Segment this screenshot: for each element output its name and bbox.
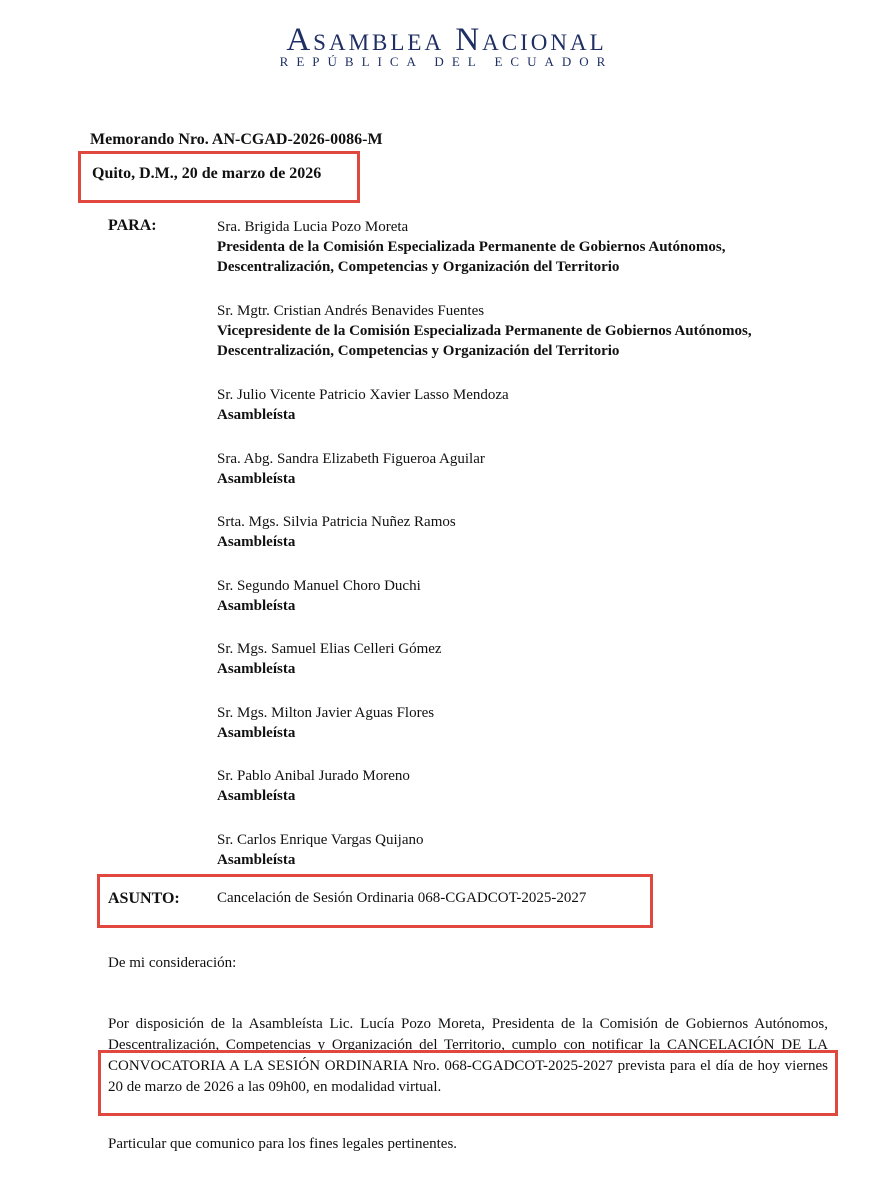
org-logo-subtitle: REPÚBLICA DEL ECUADOR bbox=[279, 54, 614, 69]
highlight-box-date bbox=[78, 151, 360, 203]
recipient-name: Sra. Abg. Sandra Elizabeth Figueroa Aguilar bbox=[217, 450, 485, 467]
recipient-role: Vicepresidente de la Comisión Especializada Permanente de Gobiernos Autónomos, Descentralización, Competencias y Organización del Territorio bbox=[217, 323, 752, 359]
recipient-role: Asambleísta bbox=[217, 851, 296, 868]
highlight-box-body bbox=[98, 1050, 838, 1116]
recipient-role: Asambleísta bbox=[217, 788, 296, 804]
recipient-item bbox=[217, 703, 837, 767]
recipient-item bbox=[217, 576, 837, 640]
recipient-name: Sr. Mgtr. Cristian Andrés Benavides Fuentes bbox=[217, 303, 485, 319]
recipient-item bbox=[217, 639, 837, 703]
recipient-item bbox=[217, 217, 837, 301]
to-label: PARA: bbox=[108, 217, 157, 234]
recipient-name: Sr. Mgs. Samuel Elias Celleri Gómez bbox=[217, 641, 442, 657]
recipient-role: Asambleísta bbox=[217, 534, 296, 550]
recipient-item bbox=[217, 385, 837, 449]
recipient-item bbox=[217, 301, 837, 385]
recipient-name: Sra. Brigida Lucia Pozo Moreta bbox=[217, 219, 409, 235]
recipient-name: Srta. Mgs. Silvia Patricia Nuñez Ramos bbox=[217, 514, 456, 530]
recipient-role: Asambleísta bbox=[217, 724, 296, 741]
greeting: De mi consideración: bbox=[108, 955, 237, 971]
recipient-name: Sr. Segundo Manuel Choro Duchi bbox=[217, 577, 421, 594]
recipient-role: Presidenta de la Comisión Especializada Permanente de Gobiernos Autónomos, Descentralización, Competencias y Organización del Territorio bbox=[217, 239, 726, 275]
recipient-role: Asambleísta bbox=[217, 661, 296, 677]
memo-date: Quito, D.M., 20 de marzo de 2026 bbox=[92, 165, 322, 182]
closing-line: Particular que comunico para los fines legales pertinentes. bbox=[108, 1136, 458, 1152]
recipient-name: Sr. Mgs. Milton Javier Aguas Flores bbox=[217, 704, 435, 721]
memo-number: Memorando Nro. AN-CGAD-2026-0086-M bbox=[90, 131, 383, 148]
recipient-role: Asambleísta bbox=[217, 407, 296, 423]
recipient-name: Sr. Carlos Enrique Vargas Quijano bbox=[217, 831, 424, 848]
body-paragraph: Por disposición de la Asambleísta Lic. Lucía Pozo Moreta, Presidenta de la Comisión de Gobiernos Autónomos, Descentralización, Competencias y Organización del Territorio, cumplo con notificar la CANCELACIÓN DE LA CONVOCATORIA A LA SESIÓN ORDINARIA Nro. 068-CGADCOT-2025-2027 prevista para el día de hoy viernes 20 de marzo de 2026 a las 09h00, en modalidad virtual. bbox=[108, 1016, 828, 1095]
org-logo-title: Asamblea Nacional bbox=[286, 22, 607, 58]
recipient-name: Sr. Julio Vicente Patricio Xavier Lasso Mendoza bbox=[217, 387, 509, 403]
highlight-box-subject bbox=[97, 874, 653, 928]
recipient-item bbox=[217, 512, 837, 576]
recipient-role: Asambleísta bbox=[217, 597, 296, 614]
recipient-name: Sr. Pablo Anibal Jurado Moreno bbox=[217, 768, 410, 784]
recipient-item bbox=[217, 449, 837, 513]
subject-text: Cancelación de Sesión Ordinaria 068-CGADCOT-2025-2027 bbox=[217, 890, 587, 906]
recipient-list bbox=[217, 217, 837, 893]
recipient-role: Asambleísta bbox=[217, 470, 296, 487]
subject-label: ASUNTO: bbox=[108, 890, 180, 907]
recipient-item bbox=[217, 766, 837, 830]
